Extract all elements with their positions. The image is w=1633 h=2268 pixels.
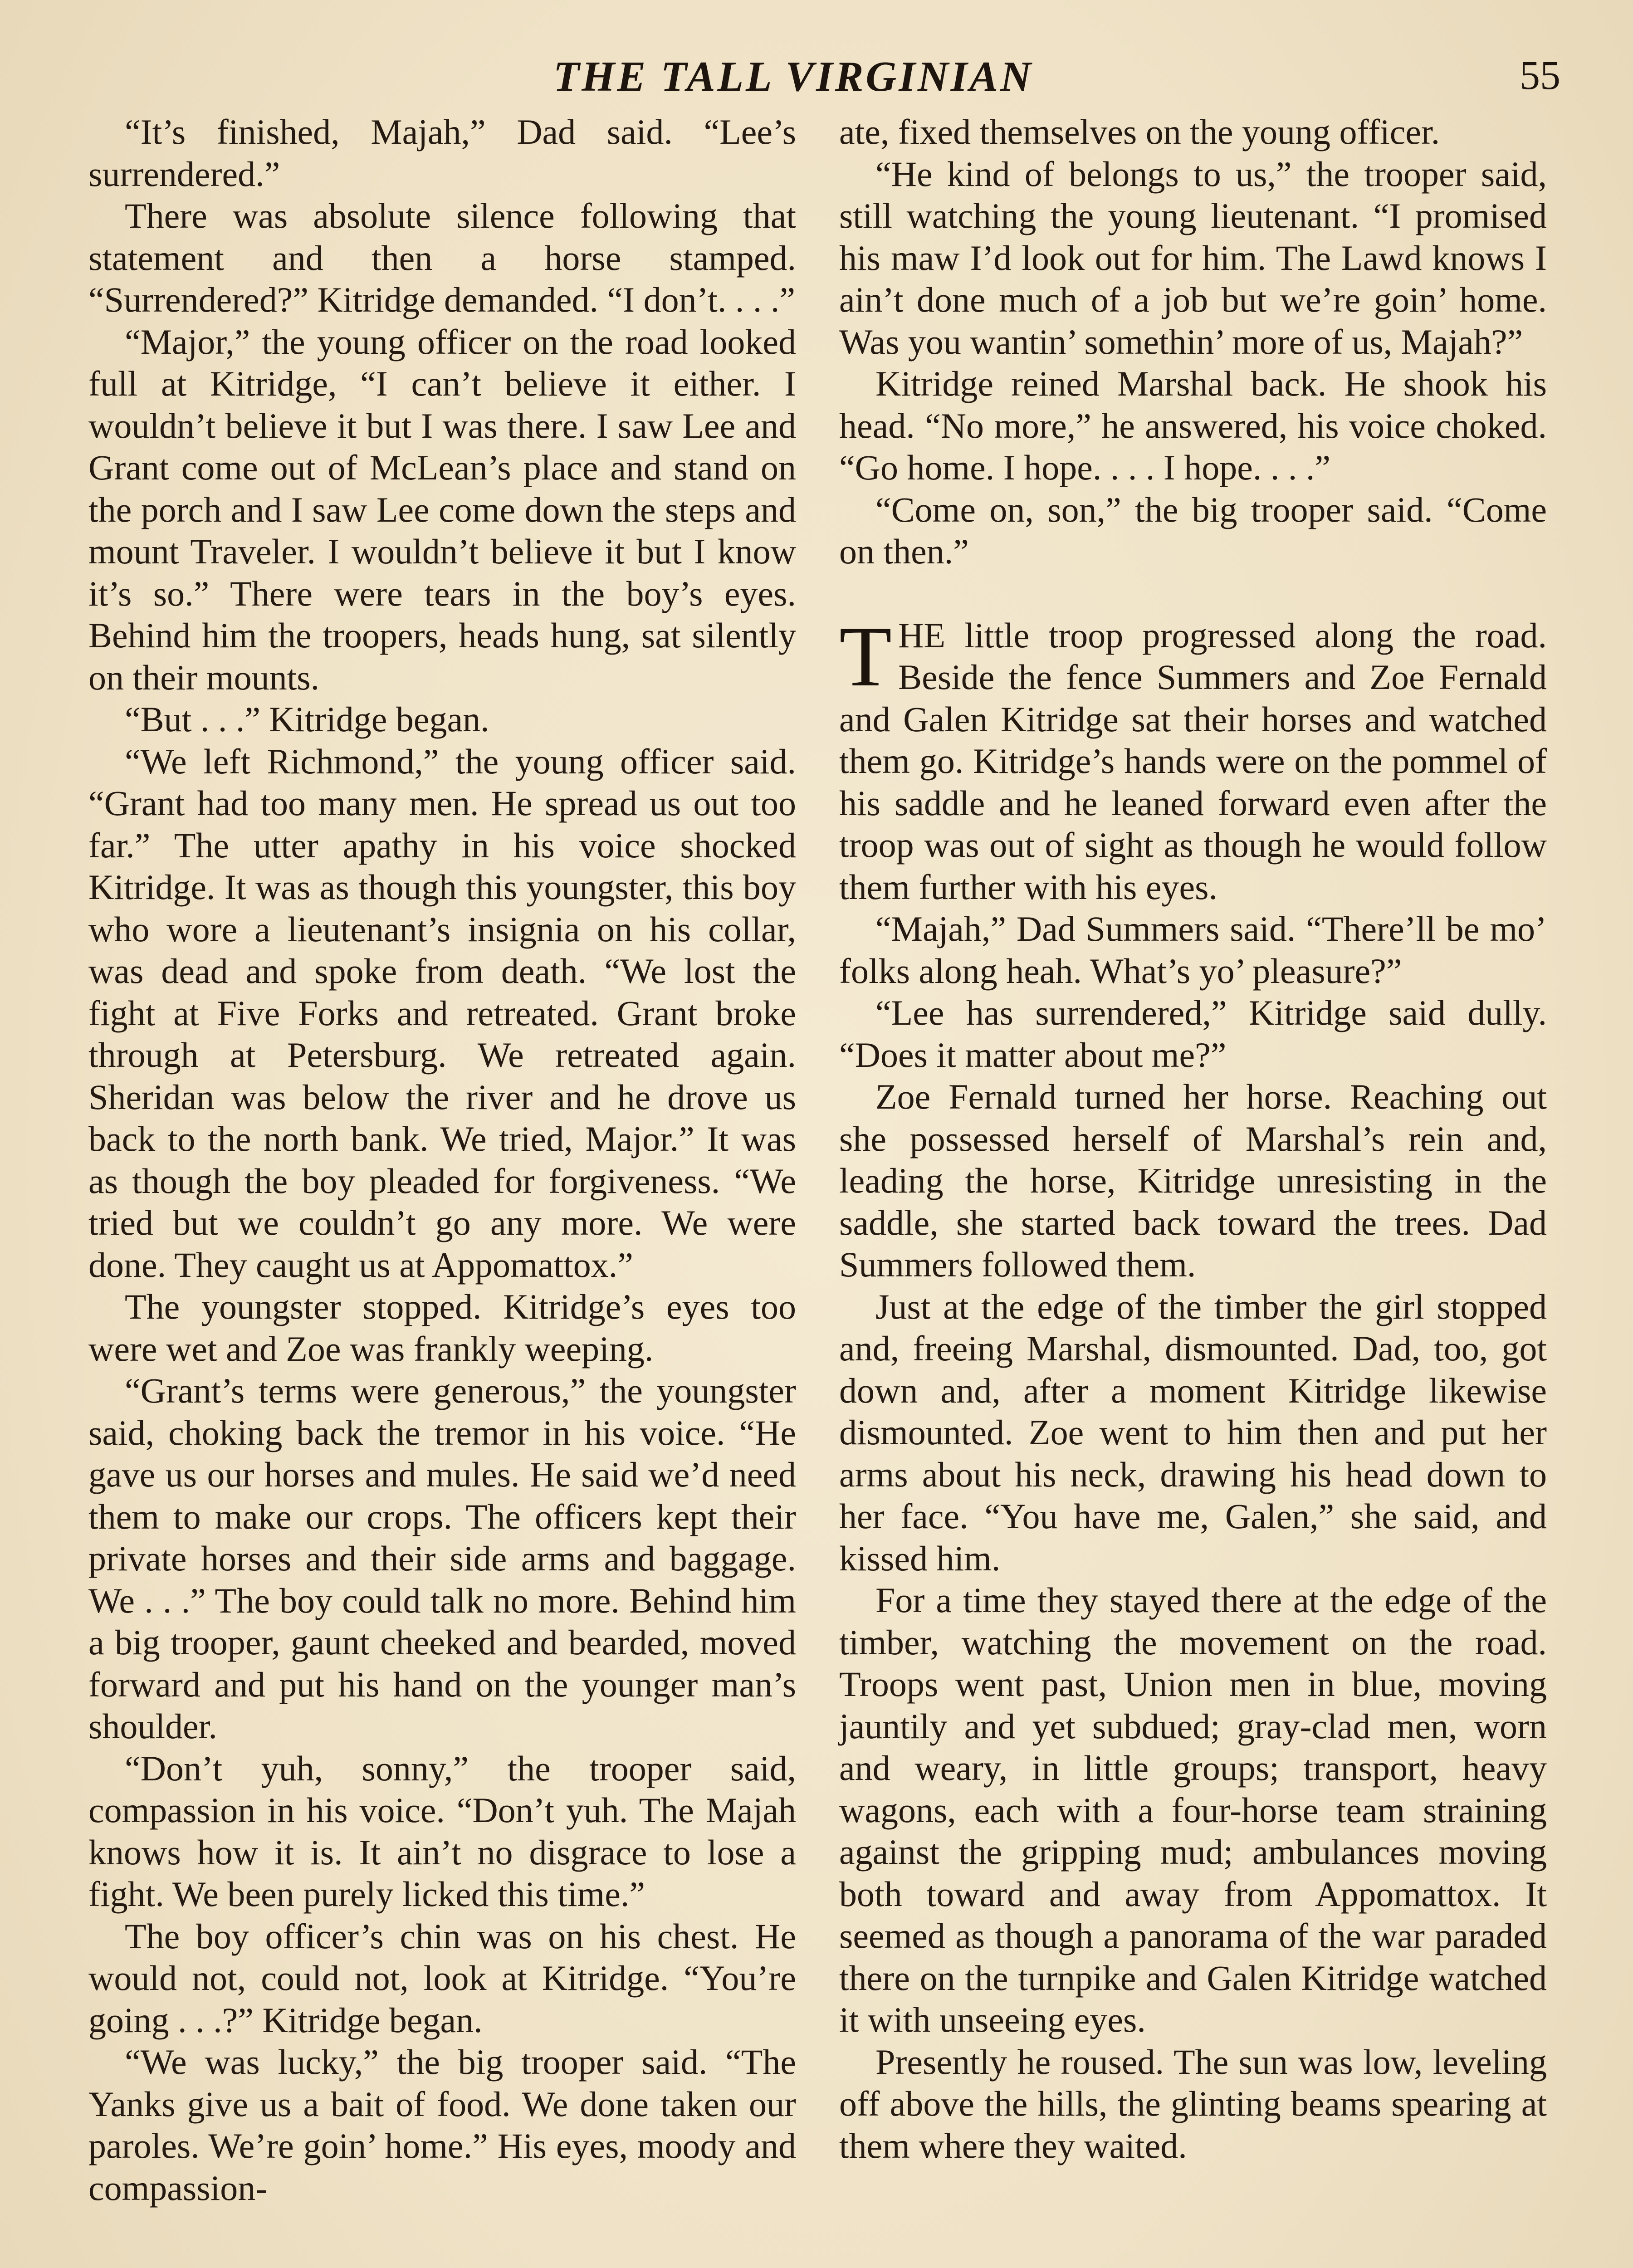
paragraph: For a time they stayed there at the edge of the timber, watching the movement on the road. Troops went past, Union men in blue, moving jauntily and yet subdued; gray-clad men, worn and weary, in little groups; transport, heavy wagons, each with a four-horse team straining against the gripping mud; ambulances moving both toward and away from Appomattox. It seemed as though a panorama of the war paraded there on the turnpike and Galen Kitridge watched it with unseeing eyes. <box>839 1580 1547 2039</box>
section-first-paragraph-text: HE little troop progressed along the road. Beside the fence Summers and Zoe Fernald and Galen Kitridge sat their horses and watched them go. Kitridge’s hands were on the pommel of his saddle and he leaned forward even after the troop was out of sight as though he would follow them further with his eyes. <box>839 615 1547 907</box>
paragraph: “Grant’s terms were generous,” the youngster said, choking back the tremor in his voice. “He gave us our horses and mules. He said we’d need them to make our crops. The officers kept their private horses and their side arms and baggage. We . . .” The boy could talk no more. Behind him a big trooper, gaunt cheeked and bearded, moved forward and put his hand on the younger man’s shoulder. <box>88 1371 796 1746</box>
page-header <box>0 43 1633 111</box>
section-first-paragraph <box>839 609 1547 909</box>
paragraph: “Lee has surrendered,” Kitridge said dully. “Does it matter about me?” <box>839 993 1547 1075</box>
paragraph: “Don’t yuh, sonny,” the trooper said, compassion in his voice. “Don’t yuh. The Majah knows how it is. It ain’t no disgrace to lose a fight. We been purely licked this time.” <box>88 1748 796 1914</box>
paragraph: Kitridge reined Marshal back. He shook his head. “No more,” he answered, his voice choked. “Go home. I hope. . . . I hope. . . .” <box>839 364 1547 487</box>
paragraph: “Majah,” Dad Summers said. “There’ll be mo’ folks along heah. What’s yo’ pleasure?” <box>839 909 1547 991</box>
paragraph: There was absolute silence following that statement and then a horse stamped. “Surrendered?” Kitridge demanded. “I don’t. . . .” <box>88 196 796 319</box>
paragraph: The youngster stopped. Kitridge’s eyes too were wet and Zoe was frankly weeping. <box>88 1287 796 1369</box>
page-number: 55 <box>1520 53 1560 98</box>
left-column <box>88 111 796 2268</box>
paragraph: Just at the edge of the timber the girl stopped and, freeing Marshal, dismounted. Dad, too, got down and, after a moment Kitridge likewise dismounted. Zoe went to him then and put her arms about his neck, drawing his head down to her face. “You have me, Galen,” she said, and kissed him. <box>839 1286 1547 1578</box>
paragraph: “But . . .” Kitridge began. <box>125 699 489 739</box>
paragraph: Zoe Fernald turned her horse. Reaching out she possessed herself of Marshal’s rein and, leading the horse, Kitridge unresisting in the saddle, she started back toward the trees. Dad Summers followed them. <box>839 1077 1547 1284</box>
paragraph: “Major,” the young officer on the road looked full at Kitridge, “I can’t believe it either. I wouldn’t believe it but I was there. I saw Lee and Grant come out of McLean’s place and stand on the porch and I saw Lee come down the steps and mount Traveler. I wouldn’t believe it but I know it’s so.” There were tears in the boy’s eyes. Behind him the troopers, heads hung, sat silently on their mounts. <box>88 322 796 697</box>
paragraph: Presently he roused. The sun was low, leveling off above the hills, the glinting beams spearing at them where they waited. <box>839 2042 1547 2165</box>
paragraph: “He kind of belongs to us,” the trooper said, still watching the young lieutenant. “I promised his maw I’d look out for him. The Lawd knows I ain’t done much of a job but we’re goin’ home. Was you wantin’ somethin’ more of us, Majah?” <box>839 154 1547 362</box>
continued-paragraph: ate, fixed themselves on the young officer. <box>839 112 1440 152</box>
paragraph: “Come on, son,” the big trooper said. “Come on then.” <box>839 489 1547 571</box>
paragraph: “We left Richmond,” the young officer said. “Grant had too many men. He spread us out too far.” The utter apathy in his voice shocked Kitridge. It was as though this youngster, this boy who wore a lieutenant’s insignia on his collar, was dead and spoke from death. “We lost the fight at Five Forks and retreated. Grant broke through at Petersburg. We retreated again. Sheridan was below the river and he drove us back to the north bank. We tried, Major.” It was as though the boy pleaded for forgiveness. “We tried but we couldn’t go any more. We were done. They caught us at Appomattox.” <box>88 741 796 1285</box>
paragraph: The boy officer’s chin was on his chest. He would not, could not, look at Kitridge. “You’re going . . .?” Kitridge began. <box>88 1916 796 2040</box>
drop-cap: T <box>839 609 892 704</box>
right-column <box>839 111 1547 2268</box>
running-title: THE TALL VIRGINIAN <box>553 53 1033 100</box>
paragraph: “It’s finished, Majah,” Dad said. “Lee’s surrendered.” <box>88 112 796 194</box>
paragraph: “We was lucky,” the big trooper said. “The Yanks give us a bait of food. We done taken our paroles. We’re goin’ home.” His eyes, moody and compassion- <box>88 2042 796 2208</box>
